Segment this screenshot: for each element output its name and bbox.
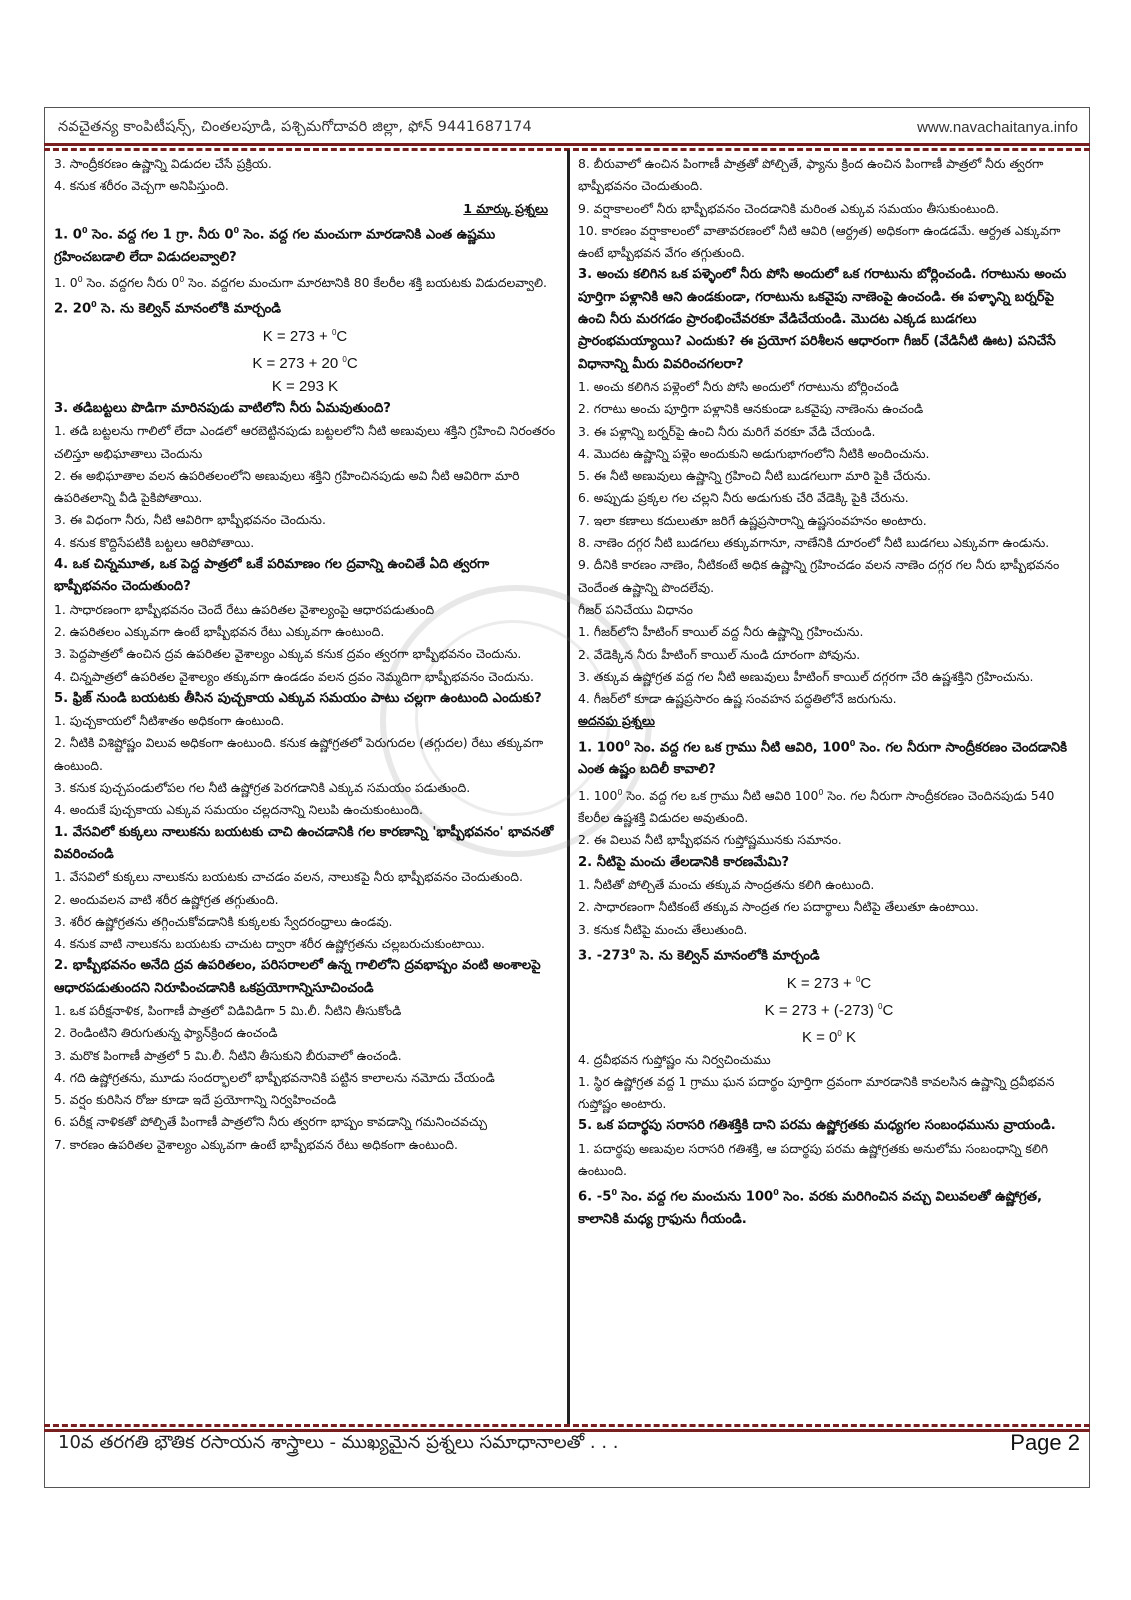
- answer-line: 1. వేసవిలో కుక్కలు నాలుకను బయటకు చాచడం వలన, నాలుకపై నీరు భాష్పీభవనం చెందుతుంది.: [54, 869, 523, 885]
- answer-line: 9. వర్షాకాలంలో నీరు భాష్పీభవనం చెందడానికి మరింత ఎక్కువ సమయం తీసుకుంటుంది.: [578, 200, 1000, 216]
- answer-line: 3. పెద్దపాత్రలో ఉంచిన ద్రవ ఉపరితల వైశాల్యం ఎక్కువ కనుక ద్రవం త్వరగా భాష్పీభవనం చెందును.: [54, 646, 522, 662]
- answer-line: 3. ఈ విధంగా నీరు, నీటి ఆవిరిగా భాష్పీభవనం చెందును.: [54, 512, 326, 528]
- answer-line: 4. మొదట ఉష్ణాన్ని పళ్లెం అందుకుని అడుగుభాగంలోని నీటికి అందించును.: [578, 445, 930, 461]
- answer-line: 2. ఈ విలువ నీటి భాష్పీభవన గుప్తోష్ణమునకు సమానం.: [578, 832, 842, 848]
- text-line: 3. సాంద్రీకరణం ఉష్ణాన్ని విడుదల చేసే ప్రక్రియ.: [54, 156, 272, 171]
- question: 3. అంచు కలిగిన ఒక పళ్ళెంలో నీరు పోసి అందులో ఒక గరాటును బోర్లించండి. గరాటును అంచు పూర్తిగా పళ్లానికి ఆని ఉండకుండా, గరాటును ఒకవైపు నాణెంపై ఉంచండి. ఈ పళ్ళాన్ని బర్నర్‌పై ఉంచి నీరు మరగడం ప్రారంభించేవరకూ వేడిచేయండి. మొదట ఎక్కడ బుడగలు ప్రారంభమయ్యాయి? ఎందుకు? ఈ ప్రయోగ పరిశీలన ఆధారంగా గీజర్ (వేడినీటి ఊట) పనిచేసే విధానాన్ని మీరు వివరించగలరా?: [578, 267, 1067, 372]
- answer-line: 1. పదార్థపు అణువుల సరాసరి గతిశక్తి, ఆ పదార్థపు పరమ ఉష్ణోగ్రతకు అనులోమ సంబంధాన్ని కలిగి ఉంటుంది.: [578, 1140, 1049, 1179]
- answer-line: 4. అందుకే పుచ్చకాయ ఎక్కువ సమయం చల్లదనాన్ని నిలుపి ఉంచుకుంటుంది.: [54, 802, 423, 818]
- answer-line: 4. గీజర్‌లో కూడా ఉష్ణప్రసారం ఉష్ణ సంవహన పద్ధతిలోనే జరుగును.: [578, 691, 897, 707]
- answer-line: 1. పుచ్చకాయలో నీటిశాతం అధికంగా ఉంటుంది.: [54, 713, 285, 729]
- answer-line: 1. $0^0$ సెం. వద్దగల నీరు $0^0$ సెం. వద్దగల మంచుగా మారటానికి 80 కేలరీల శక్తి బయటకు విడుదలవ్వాలి.: [54, 274, 547, 290]
- page-footer: [58, 1430, 1080, 1460]
- section-heading-additional: అదనపు ప్రశ్నలు: [578, 713, 655, 729]
- answer-line: 2. నీటికి విశిష్టోష్ణం విలువ అధికంగా ఉంటుంది. కనుక ఉష్ణోగ్రతలో పెరుగుదల (తగ్గుదల) రేటు తక్కువగా ఉంటుంది.: [54, 735, 544, 773]
- question: 1. $100^0$ సెం. వద్ద గల ఒక గ్రాము నీటి ఆవిరి, $100^0$ సెం. గల నీరుగా సాంద్రీకరణం చెందడానికి ఎంత ఉష్ణం బదిలీ కావాలి?: [578, 738, 1068, 778]
- left-column: [54, 153, 556, 1156]
- header-rule: [44, 143, 1090, 146]
- question: 2. భాష్పీభవనం అనేది ద్రవ ఉపరితలం, పరిసరాలలో ఉన్న గాలిలోని ద్రవభాష్పం వంటి అంశాలపై ఆధారపడుతుందని నిరూపించడానికి ఒకప్రయోగాన్నిసూచించండి: [54, 958, 541, 996]
- answer-line: 2. వేడెక్కిన నీరు హీటింగ్ కాయిల్ నుండి దూరంగా పోవును.: [578, 646, 861, 662]
- answer-line: 2. గరాటు అంచు పూర్తిగా పళ్లానికి ఆనకుండా ఒకవైపు నాణెంను ఉంచండి: [578, 401, 924, 417]
- answer-line: 3. కనుక పుచ్చపండులోపల గల నీటి ఉష్ణోగ్రత పెరగడానికి ఎక్కువ సమయం పడుతుంది.: [54, 780, 471, 796]
- answer-line: 3. కనుక నీటిపై మంచు తేలుతుంది.: [578, 921, 748, 937]
- equation: K = 273 + $^0$C: [262, 327, 348, 345]
- question: 2. $20^0$ సె. ను కెల్విన్ మానంలోకి మార్చండి: [54, 300, 282, 317]
- answer-line: 10. కారణం వర్షాకాలంలో వాతావరణంలో నీటి ఆవిరి (ఆర్ద్రత) అధికంగా ఉండడమే. ఆర్ద్రత ఎక్కువగా ఉంటే భాష్పీభవన వేగం తగ్గుతుంది.: [578, 222, 1061, 261]
- subheading: గీజర్ పనిచేయు విధానం: [578, 601, 693, 617]
- equation: K = 293 K: [271, 377, 339, 395]
- answer-line: 1. తడి బట్టలను గాలిలో లేదా ఎండలో ఆరబెట్టినపుడు బట్టలలోని నీటి అణువులు శక్తిని గ్రహించి నిరంతరం చలిస్తూ అభిఘాతాలు చెందును: [54, 423, 556, 461]
- question: 5. ఒక పదార్థపు సరాసరి గతిశక్తికి దాని పరమ ఉష్ణోగ్రతకు మధ్యగల సంబంధమును వ్రాయండి.: [578, 1118, 1056, 1134]
- equation: $K = 0^0$ K: [801, 1028, 857, 1046]
- answer-line: 8. నాణెం దగ్గర నీటి బుడగలు తక్కువగానూ, నాణేనికి దూరంలో నీటి బుడగలు ఎక్కువగా ఉండును.: [578, 535, 1050, 551]
- question: 3. $-273^0$ సె. ను కెల్విన్ మానంలోకి మార్చండి: [578, 946, 820, 964]
- question: 1. $0^0$ సెం. వద్ద గల 1 గ్రా. నీరు $0^0$ సెం. వద్ద గల మంచుగా మారడానికి ఎంత ఉష్ణము గ్రహించబడాలి లేదా విడుదలవ్వాలి?: [54, 225, 496, 265]
- footer-title: 10వ తరగతి భౌతిక రసాయన శాస్త్రాలు - ముఖ్యమైన ప్రశ్నలు సమాధానాలతో . . .: [58, 1432, 619, 1453]
- answer-line: 1. స్థిర ఉష్ణోగ్రత వద్ద 1 గ్రాము ఘన పదార్థం పూర్తిగా ద్రవంగా మారడానికి కావలసిన ఉష్ణాన్ని ద్రవీభవన గుప్తోష్ణం అంటారు.: [578, 1073, 1055, 1112]
- answer-line: 3. శరీర ఉష్ణోగ్రతను తగ్గించుకోవడానికి కుక్కలకు స్వేదరంధ్రాలు ఉండవు.: [54, 913, 393, 929]
- answer-line: 1. సాధారణంగా భాష్పీభవనం చెందే రేటు ఉపరితల వైశాల్యంపై ఆధారపడుతుంది: [54, 601, 435, 617]
- answer-line: 3. ఈ పళ్లాన్ని బర్నర్‌పై ఉంచి నీరు మరిగే వరకూ వేడి చేయండి.: [578, 423, 876, 439]
- answer-line: 3. తక్కువ ఉష్ణోగ్రత వద్ద గల నీటి అణువులు హీటింగ్ కాయిల్ దగ్గరగా చేరి ఉష్ణశక్తిని గ్రహించును.: [578, 668, 1034, 684]
- answer-line: 1. గీజర్‌లోని హీటింగ్ కాయిల్ వద్ద నీరు ఉష్ణాన్ని గ్రహించును.: [578, 624, 864, 640]
- answer-line: 6. పరీక్ష నాళికతో పోల్చితే పింగాణీ పాత్రలోని నీరు త్వరగా భాష్పం కావడాన్ని గమనించవచ్చు: [54, 1114, 488, 1130]
- text-line: 4. కనుక శరీరం వెచ్చగా అనిపిస్తుంది.: [54, 178, 229, 194]
- header-publisher: నవచైతన్య కాంపిటీషన్స్, చింతలపూడి, పశ్చిమగోదావరి జిల్లా, ఫోన్ 9441687174: [58, 119, 532, 135]
- header-website[interactable]: www.navachaitanya.info: [917, 119, 1078, 136]
- question: 2. నీటిపై మంచు తేలడానికి కారణమేమి?: [578, 854, 790, 870]
- answer-line: 4. కనుక కొద్దిసేపటికి బట్టలు ఆరిపోతాయి.: [54, 534, 255, 550]
- answer-line: 5. వర్షం కురిసిన రోజు కూడా ఇదే ప్రయోగాన్ని నిర్వహించండి: [54, 1092, 337, 1108]
- answer-line: 2. ఉపరితలం ఎక్కువగా ఉంటే భాష్పీభవన రేటు ఎక్కువగా ఉంటుంది.: [54, 623, 385, 639]
- answer-line: 7. ఇలా కణాలు కదులుతూ జరిగే ఉష్ణప్రసారాన్ని ఉష్ణసంవహనం అంటారు.: [578, 512, 927, 528]
- answer-line: 4. కనుక వాటి నాలుకను బయటకు చాచుట ద్వారా శరీర ఉష్ణోగ్రతను చల్లబరుచుకుంటాయి.: [54, 936, 485, 952]
- answer-line: 1. $100^0$ సెం. వద్ద గల ఒక గ్రాము నీటి ఆవిరి $100^0$ సెం. గల నీరుగా సాంద్రీకరణం చెందినపుడు 540 కేలరీల ఉష్ణశక్తి విడుదల అవుతుంది.: [578, 787, 1055, 826]
- question: 6. $-5^0$ సెం. వద్ద గల మంచును $100^0$ సెం. వరకు మరిగించిన వచ్చు విలువలతో ఉష్ణోగ్రత, కాలానికి మధ్య గ్రాఫును గీయండి.: [578, 1188, 1042, 1228]
- answer-line: 9. దీనికి కారణం నాణెం, నీటికంటే అధిక ఉష్ణాన్ని గ్రహించడం వలన నాణెం దగ్గర గల నీరు భాష్పీభవనం చెందేంత ఉష్ణాన్ని పొందలేవు.: [578, 557, 1060, 595]
- question: 4. ఒక చిన్నమూత, ఒక పెద్ద పాత్రలో ఒకే పరిమాణం గల ద్రవాన్ని ఉంచితే ఏది త్వరగా భాష్పీభవనం చెందుతుంది?: [54, 557, 490, 595]
- page-number: Page 2: [1010, 1430, 1080, 1455]
- question: 1. వేసవిలో కుక్కలు నాలుకను బయటకు చాచి ఉంచడానికి గల కారణాన్ని 'భాష్పీభవనం' భావనతో వివరించండి: [54, 824, 554, 862]
- answer-line: 4. చిన్నపాత్రలో ఉపరితల వైశాల్యం తక్కువగా ఉండడం వలన ద్రవం నెమ్మదిగా భాష్పీభవనం చెందును.: [54, 668, 534, 684]
- section-heading-one-mark: 1 మార్కు ప్రశ్నలు: [463, 200, 548, 216]
- footer-rule-dashed: [44, 1424, 1090, 1427]
- question: 3. తడిబట్టలు పొడిగా మారినపుడు వాటిలోని నీరు ఏమవుతుంది?: [54, 400, 391, 416]
- column-divider: [567, 150, 570, 1426]
- answer-line: 4. గది ఉష్ణోగ్రతను, మూడు సందర్భాలలో భాష్పీభవనానికి పట్టిన కాలాలను నమోదు చేయండి: [54, 1069, 495, 1085]
- equation: K = 273 + (-273) $^0$C: [764, 1001, 894, 1019]
- answer-line: 7. కారణం ఉపరితల వైశాల్యం ఎక్కువగా ఉంటే భాష్పీభవన రేటు అధికంగా ఉంటుంది.: [54, 1136, 458, 1152]
- answer-line: 5. ఈ నీటి అణువులు ఉష్ణాన్ని గ్రహించి నీటి బుడగలుగా మారి పైకి చేరును.: [578, 468, 931, 484]
- answer-line: 2. రెండింటిని తిరుగుతున్న ఫ్యాన్‌క్రింద ఉంచండి: [54, 1025, 278, 1041]
- answer-line: 1. నీటితో పోల్చితే మంచు తక్కువ సాంద్రతను కలిగి ఉంటుంది.: [578, 877, 875, 893]
- question: 4. ద్రవీభవన గుప్తోష్ణం ను నిర్వచించుము: [578, 1051, 771, 1067]
- equation: K = 273 + $^0$C: [786, 974, 872, 992]
- answer-line: 8. బీరువాలో ఉంచిన పింగాణీ పాత్రతో పోల్చితే, ఫ్యాను క్రింద ఉంచిన పింగాణీ పాత్రలో నీరు త్వరగా భాష్పీభవనం చెందుతుంది.: [578, 156, 1044, 194]
- question: 5. ఫ్రిజ్ నుండి బయటకు తీసిన పుచ్చకాయ ఎక్కువ సమయం పాటు చల్లగా ఉంటుంది ఎందుకు?: [54, 690, 542, 706]
- answer-line: 1. అంచు కలిగిన పళ్లెంలో నీరు పోసి అందులో గరాటును బోర్లించండి: [578, 378, 899, 394]
- answer-line: 1. ఒక పరీక్షనాళిక, పింగాణీ పాత్రలో విడివిడిగా 5 మి.లీ. నీటిని తీసుకోండి: [54, 1003, 402, 1018]
- answer-line: 2. అందువలన వాటి శరీర ఉష్ణోగ్రత తగ్గుతుంది.: [54, 891, 279, 907]
- answer-line: 2. సాధారణంగా నీటికంటే తక్కువ సాంద్రత గల పదార్థాలు నీటిపై తేలుతూ ఉంటాయి.: [578, 899, 979, 915]
- right-column: [578, 153, 1080, 1231]
- answer-line: 2. ఈ అభిఘాతాల వలన ఉపరితలంలోని అణువులు శక్తిని గ్రహించినపుడు అవి నీటి ఆవిరిగా మారి ఉపరితలాన్ని వీడి పైకిపోతాయి.: [54, 467, 520, 506]
- equation: K = 273 + 20 $^0$C: [252, 354, 358, 372]
- page-header: [58, 119, 1078, 141]
- answer-line: 3. మరొక పింగాణీ పాత్రలో 5 మి.లీ. నీటిని తీసుకుని బీరువాలో ఉంచండి.: [54, 1047, 402, 1063]
- answer-line: 6. అప్పుడు ప్రక్కల గల చల్లని నీరు అడుగుకు చేరి వేడెక్కి పైకి చేరును.: [578, 490, 909, 506]
